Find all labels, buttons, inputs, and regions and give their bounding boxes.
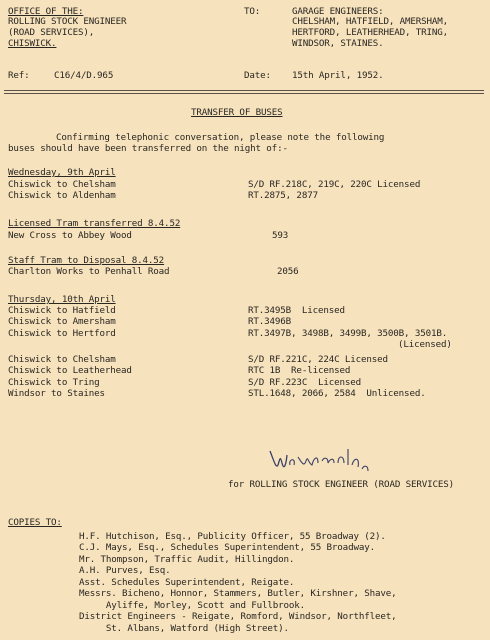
to-line-3: HERTFORD, LEATHERHEAD, TRING, xyxy=(292,27,449,38)
vehicles-11: STL.1648, 2066, 2584 Unlicensed. xyxy=(248,388,426,399)
copies-label: COPIES TO: xyxy=(8,517,62,528)
group-heading-thursday: Thursday, 10th April xyxy=(8,294,116,305)
to-line-4: WINDSOR, STAINES. xyxy=(292,38,384,49)
route-7: Chiswick to Hertford xyxy=(8,328,116,339)
route-8: Chiswick to Chelsham xyxy=(8,354,116,365)
from-line-3: (ROAD SERVICES), xyxy=(8,27,95,38)
copies-line-9: St. Albans, Watford (High Street). xyxy=(79,623,289,634)
copies-line-1: H.F. Hutchison, Esq., Publicity Officer, 55 Broadway (2). xyxy=(79,531,386,542)
route-5: Chiswick to Hatfield xyxy=(8,305,116,316)
to-label: TO: xyxy=(244,6,261,17)
vehicles-6: RT.3496B xyxy=(248,316,292,327)
vehicles-2: RT.2875, 2877 xyxy=(248,190,318,201)
document-title: TRANSFER OF BUSES xyxy=(191,107,283,118)
route-3: New Cross to Abbey Wood xyxy=(8,230,132,241)
from-line-4: CHISWICK. xyxy=(8,38,57,49)
handwritten-signature xyxy=(268,441,378,479)
vehicles-7: RT.3497B, 3498B, 3499B, 3500B, 3501B. xyxy=(248,328,448,339)
intro-line-2: buses should have been transferred on the night of:- xyxy=(8,143,288,154)
intro-line-1: Confirming telephonic conversation, please note the following xyxy=(56,132,385,143)
header-rule-2 xyxy=(4,93,484,94)
route-10: Chiswick to Tring xyxy=(8,377,100,388)
copies-line-7: Ayliffe, Morley, Scott and Fullbrook. xyxy=(79,600,306,611)
group-heading-licensed-tram: Licensed Tram transferred 8.4.52 xyxy=(8,218,181,229)
group-heading-staff-tram: Staff Tram to Disposal 8.4.52 xyxy=(8,255,165,266)
route-4: Charlton Works to Penhall Road xyxy=(8,266,170,277)
to-line-1: GARAGE ENGINEERS: xyxy=(292,6,384,17)
copies-line-8: District Engineers - Reigate, Romford, Windsor, Northfleet, xyxy=(79,611,397,622)
copies-line-5: Asst. Schedules Superintendent, Reigate. xyxy=(79,577,295,588)
route-6: Chiswick to Amersham xyxy=(8,316,116,327)
vehicles-7b: (Licensed) xyxy=(398,339,452,350)
date-value: 15th April, 1952. xyxy=(292,70,384,81)
to-line-2: CHELSHAM, HATFIELD, AMERSHAM, xyxy=(292,16,449,27)
copies-line-4: A.H. Purves, Esq. xyxy=(79,565,171,576)
copies-line-2: C.J. Mays, Esq., Schedules Superintendent, 55 Broadway. xyxy=(79,542,375,553)
vehicles-9: RTC 1B Re-licensed xyxy=(248,365,351,376)
group-heading-wednesday: Wednesday, 9th April xyxy=(8,167,116,178)
route-9: Chiswick to Leatherhead xyxy=(8,365,132,376)
vehicles-5: RT.3495B Licensed xyxy=(248,305,345,316)
route-1: Chiswick to Chelsham xyxy=(8,179,116,190)
vehicles-4: 2056 xyxy=(277,266,299,277)
copies-line-3: Mr. Thompson, Traffic Audit, Hillingdon. xyxy=(79,554,295,565)
route-11: Windsor to Staines xyxy=(8,388,105,399)
vehicles-1: S/D RF.218C, 219C, 220C Licensed xyxy=(248,179,421,190)
vehicles-10: S/D RF.223C Licensed xyxy=(248,377,362,388)
vehicles-3: 593 xyxy=(272,230,289,241)
signature-line: for ROLLING STOCK ENGINEER (ROAD SERVICES) xyxy=(228,479,455,490)
copies-line-6: Messrs. Bicheno, Honnor, Stammers, Butler, Kirshner, Shave, xyxy=(79,588,397,599)
from-line-2: ROLLING STOCK ENGINEER xyxy=(8,16,127,27)
from-line-1: OFFICE OF THE: xyxy=(8,6,84,17)
header-rule-1 xyxy=(4,90,484,91)
vehicles-8: S/D RF.221C, 224C Licensed xyxy=(248,354,388,365)
route-2: Chiswick to Aldenham xyxy=(8,190,116,201)
ref-label: Ref: xyxy=(8,70,30,81)
date-label: Date: xyxy=(244,70,271,81)
ref-value: C16/4/D.965 xyxy=(54,70,114,81)
